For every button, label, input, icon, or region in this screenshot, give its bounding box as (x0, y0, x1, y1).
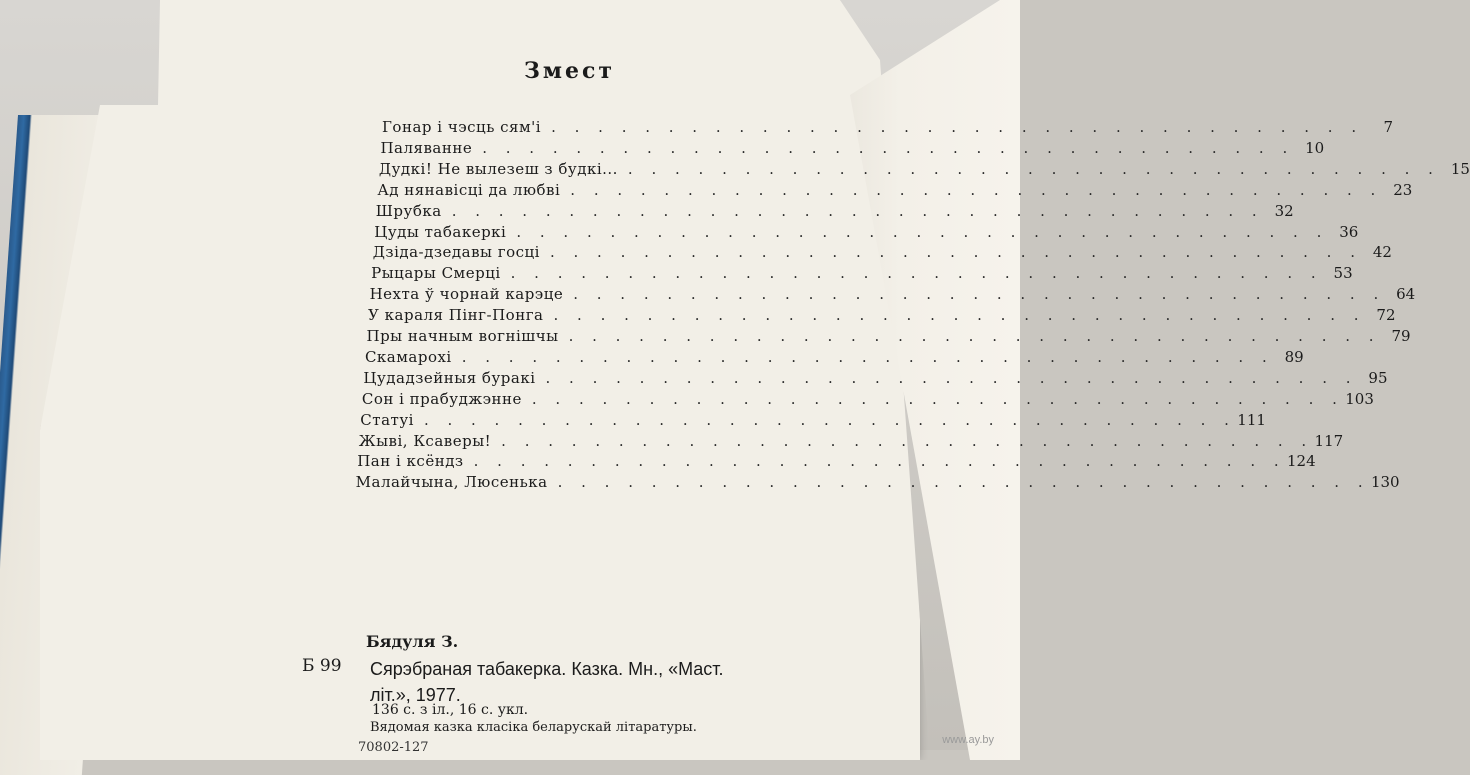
toc-entry-title: Жыві, Ксаверы! (358, 431, 492, 450)
toc-entry-title: Пан і ксёндз (357, 452, 464, 471)
toc-entry-title: Ад нянавісці да любві (377, 180, 561, 199)
biblio-author: Бядуля З. (366, 632, 459, 651)
toc-entry-page: 53 (1333, 264, 1353, 283)
toc-leader-dots: . . . . . . . . . . . . . . . . . . . . . . . . . . . . . . . . . . . (627, 159, 1440, 178)
toc-leader-dots: . . . . . . . . . . . . . . . . . . . . . . . . . . . . . . . . . . . (482, 138, 1295, 157)
toc-entry-title: Цудадзейныя буракі (363, 368, 536, 387)
toc-leader-dots: . . . . . . . . . . . . . . . . . . . . . . . . . . . . . . . . . . . (501, 431, 1314, 450)
toc-entry-page: 95 (1368, 368, 1388, 387)
toc-entry-page: 117 (1314, 431, 1344, 450)
toc-entry-page: 36 (1339, 222, 1359, 241)
toc-entry-page: 15 (1450, 159, 1470, 178)
toc-entry-page: 103 (1345, 389, 1374, 408)
toc-entry (358, 431, 1344, 450)
toc-entry-title: Шрубка (375, 201, 442, 220)
toc-entry (364, 347, 1304, 366)
toc-entry (382, 118, 1394, 136)
toc-leader-dots: . . . . . . . . . . . . . . . . . . . . . . . . . . . . . . . . . . . (557, 473, 1370, 492)
toc-entry-title: Дудкі! Не вылезеш з будкі... (378, 159, 618, 178)
toc-entry (369, 285, 1416, 304)
biblio-note: Вядомая казка класіка беларускай літаратуры. (370, 720, 697, 735)
toc-entry (368, 306, 1396, 325)
toc-entry-page: 42 (1372, 243, 1392, 262)
watermark: www.ay.by (942, 734, 994, 746)
toc-entry-page: 79 (1391, 327, 1411, 345)
toc-entry-page: 10 (1305, 138, 1325, 157)
toc-entry (361, 389, 1374, 408)
toc-entry-page: 124 (1286, 452, 1316, 471)
toc-leader-dots: . . . . . . . . . . . . . . . . . . . . . . . . . . . . . . . . . . . (451, 201, 1264, 220)
toc-entry-title: Рыцары Смерці (371, 264, 501, 283)
toc-entry-page: 130 (1370, 473, 1400, 492)
toc-entry-title: У караля Пінг-Понга (368, 306, 544, 325)
toc-entry (380, 138, 1325, 157)
toc-entry (372, 243, 1392, 262)
toc-leader-dots: . . . . . . . . . . . . . . . . . . . . . . . . . . . . . . . . . . . (545, 368, 1358, 387)
toc-entry-page: 23 (1393, 180, 1413, 199)
toc-leader-dots: . . . . . . . . . . . . . . . . . . . . . . . . . . . . . . . . . . . (573, 285, 1386, 304)
toc-leader-dots: . . . . . . . . . . . . . . . . . . . . . . . . . . . . . . . . . . . (461, 347, 1274, 366)
toc-leader-dots: . . . . . . . . . . . . . . . . . . . . . . . . . . . . . . . . . . . (551, 118, 1364, 136)
toc-entry-title: Пры начным вогнішчы (366, 327, 559, 345)
toc-leader-dots: . . . . . . . . . . . . . . . . . . . . . . . . . . . . . . . . . . . (473, 452, 1286, 471)
biblio-code-cut: 70802-127 (358, 740, 429, 755)
toc-entry (363, 368, 1388, 387)
toc-entry (374, 222, 1359, 241)
toc-entry-title: Малайчына, Люсенька (355, 473, 548, 492)
toc-entry-title: Статуі (360, 410, 414, 429)
toc-entry (371, 264, 1353, 283)
toc-entry-title: Дзіда-дзедавы госці (372, 243, 540, 262)
toc-entry (377, 180, 1413, 199)
toc-leader-dots: . . . . . . . . . . . . . . . . . . . . . . . . . . . . . . . . . . . (570, 180, 1383, 199)
toc-leader-dots: . . . . . . . . . . . . . . . . . . . . . . . . . . . . . . . . . . . (549, 243, 1362, 262)
toc-leader-dots: . . . . . . . . . . . . . . . . . . . . . . . . . . . . . . . . . . . (510, 264, 1323, 283)
toc-leader-dots: . . . . . . . . . . . . . . . . . . . . . . . . . . . . . . . . . . . (568, 327, 1381, 345)
toc-entry-page: 32 (1274, 201, 1294, 220)
toc-entry (355, 473, 1400, 492)
toc-entry-page: 64 (1396, 285, 1416, 304)
toc-entry-title: Гонар і чэсць сям'і (382, 118, 542, 136)
toc-entry (357, 452, 1316, 471)
toc-leader-dots: . . . . . . . . . . . . . . . . . . . . . . . . . . . . . . . . . . . (553, 306, 1366, 325)
toc-entry-title: Цуды табакеркі (374, 222, 507, 241)
toc-entry-title: Сон і прабуджэнне (361, 389, 522, 408)
toc-entry-page: 111 (1237, 410, 1266, 429)
toc-entry-page: 7 (1383, 118, 1394, 136)
toc-leader-dots: . . . . . . . . . . . . . . . . . . . . . . . . . . . . . . . . . . . (423, 410, 1236, 429)
toc-entry (366, 327, 1411, 345)
toc-leader-dots: . . . . . . . . . . . . . . . . . . . . . . . . . . . . . . . . . . . (516, 222, 1329, 241)
toc-leader-dots: . . . . . . . . . . . . . . . . . . . . . . . . . . . . . . . . . . . (531, 389, 1344, 408)
biblio-pages: 136 с. з іл., 16 с. укл. (372, 702, 529, 718)
toc-entry-title: Нехта ў чорнай карэце (369, 285, 564, 304)
biblio-code: Б 99 (302, 656, 342, 676)
toc-entry-title: Паляванне (380, 138, 473, 157)
toc-entry (375, 201, 1294, 220)
toc-entry-page: 89 (1284, 347, 1304, 366)
page-title: Змест (524, 58, 616, 84)
toc-entry-page: 72 (1376, 306, 1396, 325)
toc-entry-title: Скамарохі (364, 347, 452, 366)
toc-entry (360, 410, 1266, 429)
toc-entry (378, 159, 1470, 178)
biblio-description: Сярэбраная табакерка. Казка. Мн., «Маст. літ.», 1977. (370, 659, 724, 705)
